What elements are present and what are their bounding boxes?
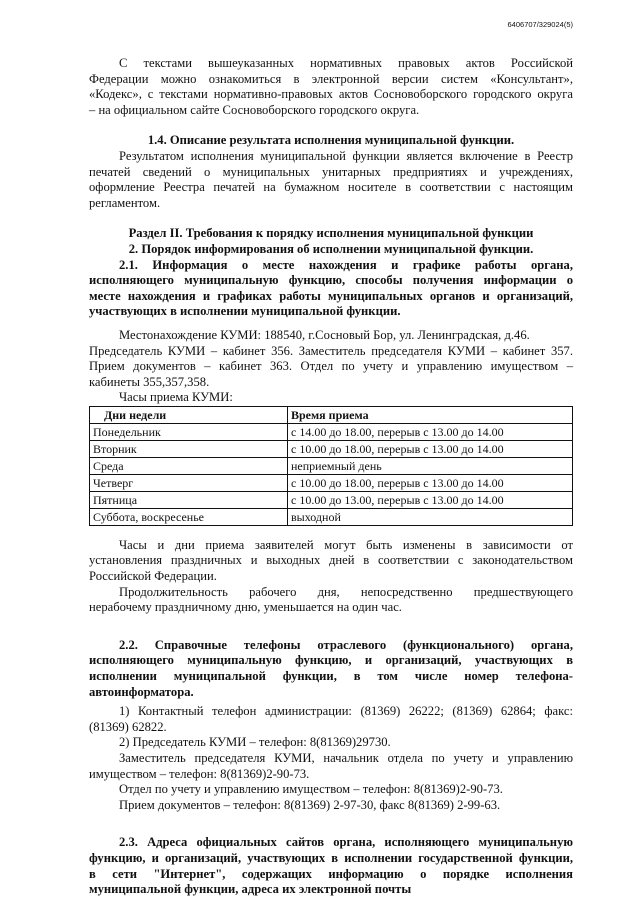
text-line: регламентом. [89, 195, 161, 210]
text-line: 1) Контактный телефон администрации: (81369) 26222; (81369) 62864; факс: [119, 704, 573, 719]
text-line: 2.3. Адреса официальных сайтов органа, исполняющего муниципальную [119, 835, 573, 850]
table-row [90, 474, 573, 491]
section-2-1-heading [89, 258, 573, 320]
table-header-row [90, 406, 573, 423]
text-line: 2.1. Информация о месте нахождения и графике работы органа, [119, 257, 573, 272]
text-line: Прием документов – телефон: 8(81369) 2-97-30, факс 8(81369) 2-99-63. [119, 797, 501, 812]
text-line: С текстами вышеуказанных нормативных правовых актов Российской [119, 56, 573, 70]
table-row [90, 440, 573, 457]
phone-list [89, 704, 573, 813]
text-line: исполнении муниципальной функции, в том числе номер телефона- [89, 669, 573, 684]
table-row [90, 457, 573, 474]
text-line: нерабочему праздничному дню, уменьшается на один час. [89, 600, 402, 615]
reception-hours-table [89, 406, 573, 526]
text-line: в сети "Интернет", содержащих информацию о порядке исполнения [89, 866, 573, 881]
day-cell: Четверг [90, 474, 288, 491]
text-line: Федерации можно ознакомиться в электронной версии систем «Консультант», [89, 71, 573, 86]
text-line: установления праздничных и выходных дней в соответствии с законодательством [89, 553, 573, 568]
text-line: кабинеты 355,357,358. [89, 374, 210, 389]
text-line: Часы и дни приема заявителей могут быть изменены в зависимости от [119, 537, 573, 552]
working-day-paragraph [89, 585, 573, 616]
table-row [90, 423, 573, 440]
text-line: функцию, и организаций, участвующих в исполнении государственной функции, [89, 850, 573, 865]
text-line: месте нахождения и графиках работы муниципальных органов и организаций, [89, 288, 573, 303]
section-2-subtitle: 2. Порядок информирования об исполнении муниципальной функции. [128, 241, 534, 256]
location-paragraph [89, 328, 573, 390]
text-line: (81369) 62822. [89, 719, 167, 734]
intro-paragraph [89, 56, 573, 118]
text-line: исполняющего муниципальную функцию, и организаций, участвующих в [89, 653, 573, 668]
time-cell: выходной [288, 508, 573, 525]
text-line: автоинформатора. [89, 684, 194, 699]
text-line: 2) Председатель КУМИ – телефон: 8(81369)29730. [119, 735, 391, 750]
table-row [90, 491, 573, 508]
text-line: исполняющего муниципальную функцию, способы получения информации о [89, 273, 573, 288]
text-line: – на официальном сайте Сосновоборского городского округа. [89, 102, 420, 117]
time-cell: с 10.00 до 13.00, перерыв с 13.00 до 14.00 [288, 491, 573, 508]
section-1-4-paragraph [89, 149, 573, 211]
time-cell: с 10.00 до 18.00, перерыв с 13.00 до 14.00 [288, 440, 573, 457]
document-number: 6406707/329024(5) [507, 20, 573, 29]
day-cell: Понедельник [90, 423, 288, 440]
text-line: Российской Федерации. [89, 569, 217, 584]
text-line: Продолжительность рабочего дня, непосредственно предшествующего [119, 584, 573, 599]
schedule-note-paragraph [89, 538, 573, 585]
time-cell: с 10.00 до 18.00, перерыв с 13.00 до 14.00 [288, 474, 573, 491]
text-line: Местонахождение КУМИ: 188540, г.Сосновый Бор, ул. Ленинградская, д.46. [119, 327, 530, 342]
text-line: Председатель КУМИ – кабинет 356. Заместитель председателя КУМИ – кабинет 357. [89, 343, 573, 358]
text-line: Прием документов – кабинет 363. Отдел по учету и управлению имуществом – [89, 359, 573, 374]
document-body [89, 56, 573, 898]
day-cell: Среда [90, 457, 288, 474]
text-line: печатей сведений о муниципальных унитарных предприятиях и учреждениях, [89, 164, 573, 179]
time-cell: неприемный день [288, 457, 573, 474]
hours-label: Часы приема КУМИ: [119, 390, 233, 405]
section-2-3-heading [89, 835, 573, 897]
text-line: 2.2. Справочные телефоны отраслевого (функционального) органа, [119, 637, 573, 652]
text-line: Отдел по учету и управлению имуществом – телефон: 8(81369)2-90-73. [119, 782, 503, 797]
text-line: Результатом исполнения муниципальной функции является включение в Реестр [119, 148, 573, 163]
text-line: оформление Реестра печатей на бумажном носителе в соответствии с настоящим [89, 180, 573, 195]
time-cell: с 14.00 до 18.00, перерыв с 13.00 до 14.00 [288, 423, 573, 440]
text-line: муниципальной функции, адреса их электронной почты [89, 882, 412, 897]
day-cell: Вторник [90, 440, 288, 457]
section-2-title: Раздел II. Требования к порядку исполнения муниципальной функции [128, 226, 534, 241]
column-header-time: Время приема [288, 406, 573, 423]
day-cell: Пятница [90, 491, 288, 508]
day-cell: Суббота, воскресенье [90, 508, 288, 525]
column-header-days: Дни недели [90, 406, 288, 423]
section-1-4-title: 1.4. Описание результата исполнения муниципальной функции. [147, 133, 515, 148]
text-line: Заместитель председателя КУМИ, начальник отдела по учету и управлению [119, 751, 573, 765]
table-row [90, 508, 573, 525]
section-2-2-heading [89, 638, 573, 700]
text-line: имуществом – телефон: 8(81369)2-90-73. [89, 766, 310, 781]
text-line: «Кодекс», с текстами нормативно-правовых актов Сосновоборского городского округа [89, 87, 573, 102]
text-line: участвующих в исполнении муниципальной функции. [89, 304, 401, 319]
